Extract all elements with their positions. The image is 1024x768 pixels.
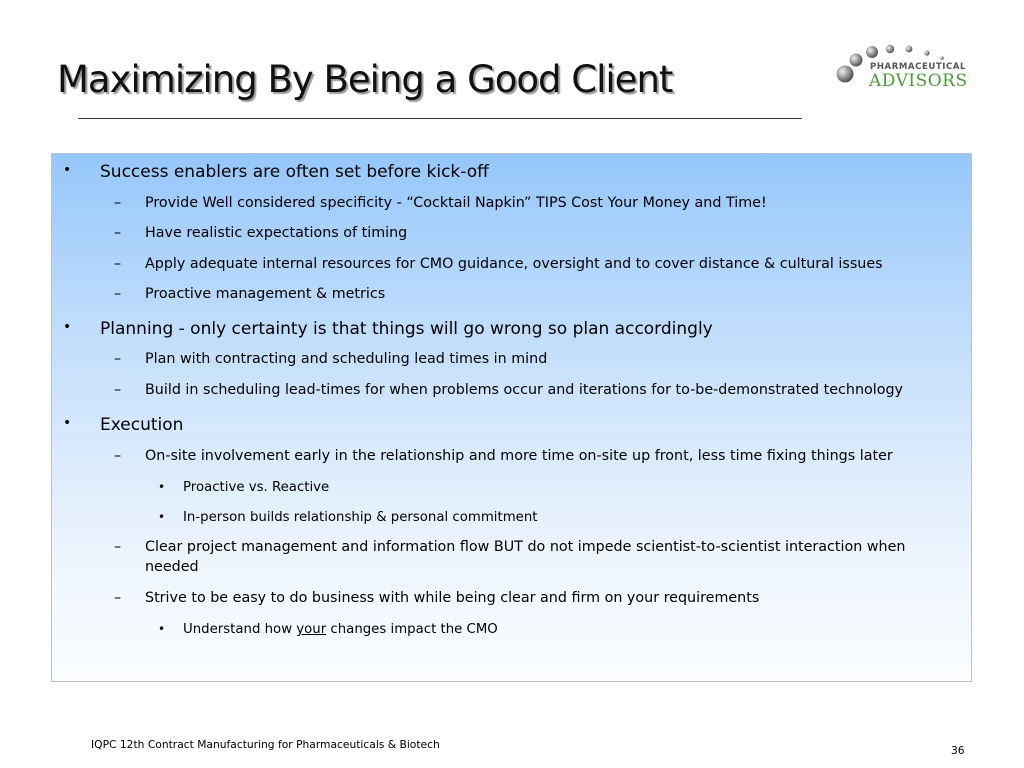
underlined-word: your [296,622,327,637]
sub-bullet-text: Plan with contracting and scheduling lead times in mind [145,351,548,367]
text-before: Understand how [183,622,297,637]
dot-marker: • [158,622,166,636]
sub-sub-bullet-text: Proactive vs. Reactive [183,480,330,495]
dash-marker: – [114,195,122,211]
sub-bullet-text: On-site involvement early in the relationship and more time on-site up front, less time fixing things later [145,448,893,464]
sub-bullet [114,351,548,367]
bullet-marker: • [63,319,72,335]
sub-bullet-text: Have realistic expectations of timing [145,225,408,241]
sub-bullet [114,539,906,555]
sub-bullet-text: Provide Well considered specificity - “Cocktail Napkin” TIPS Cost Your Money and Time! [145,195,767,211]
slide-title: Maximizing By Being a Good Client [57,58,673,101]
sub-sub-bullet [158,510,538,525]
sub-bullet-text: Proactive management & metrics [145,286,386,302]
bullet-text: Success enablers are often set before kick-off [100,162,489,182]
company-logo [834,40,974,100]
sub-bullet [114,256,883,272]
bullet-text: Planning - only certainty is that things will go wrong so plan accordingly [100,319,713,339]
bullet-success-enablers [63,162,489,182]
title-underline [78,118,802,119]
sub-bullet [114,448,893,464]
sub-bullet-text: Apply adequate internal resources for CMO guidance, oversight and to cover distance & cultural issues [145,256,883,272]
sub-sub-bullet [158,480,330,495]
sub-bullet-text: Clear project management and information flow BUT do not impede scientist-to-scientist interaction when [145,539,906,555]
sub-bullet-text: Build in scheduling lead-times for when problems occur and iterations for to-be-demonstrated technology [145,382,904,398]
dash-marker: – [114,256,122,272]
bullet-text: Execution [100,415,184,435]
sub-bullet [114,195,767,211]
content-box [51,153,972,682]
bullet-planning [63,319,713,339]
dash-marker: – [114,225,122,241]
sub-bullet [114,382,904,398]
dash-marker: – [114,351,122,367]
bullet-marker: • [63,415,72,431]
sub-bullet [114,286,386,302]
text-after: changes impact the CMO [326,622,498,637]
sub-sub-bullet-text: In-person builds relationship & personal commitment [183,510,538,525]
dash-marker: – [114,539,122,555]
sub-sub-bullet [158,622,498,637]
sub-bullet-continuation [145,559,199,575]
sub-bullet [114,590,760,606]
dash-marker: – [114,448,122,464]
logo-text-large: ADVISORS [869,71,968,91]
sub-bullet-text: needed [145,559,199,575]
bullet-marker: • [63,162,72,178]
sub-bullet-text: Strive to be easy to do business with while being clear and firm on your requirements [145,590,760,606]
footer-text: IQPC 12th Contract Manufacturing for Pharmaceuticals & Biotech [91,738,440,751]
dot-marker: • [158,480,166,494]
dash-marker: – [114,382,122,398]
dash-marker: – [114,286,122,302]
page-number: 36 [951,744,965,757]
dot-marker: • [158,510,166,524]
sub-bullet [114,225,408,241]
dash-marker: – [114,590,122,606]
bullet-execution [63,415,184,435]
logo-text-small: PHARMACEUTICAL [870,62,967,72]
